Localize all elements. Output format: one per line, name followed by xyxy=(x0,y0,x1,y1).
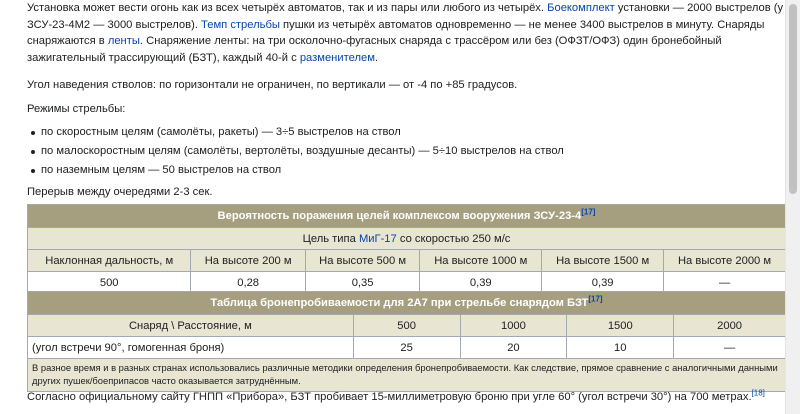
scrollbar-thumb[interactable] xyxy=(789,4,797,194)
table-cell: 0,39 xyxy=(420,272,542,294)
footnote-link[interactable]: [18] xyxy=(751,388,765,398)
table-cell: 20 xyxy=(460,337,567,359)
header-cell: На высоте 500 м xyxy=(305,250,419,272)
header-cell: 2000 xyxy=(674,315,786,337)
footnote-link[interactable]: [17] xyxy=(581,207,596,217)
table-footnote: В разное время и в разных странах использовались различные методики определения бронепробиваемости. Как следствие, прямое сравнение с аналогичными данными других пушек/боеприпасов часто оказывается затруднённым. xyxy=(28,359,786,392)
table-cell: 0,28 xyxy=(191,272,305,294)
paragraph-fire-modes-intro xyxy=(27,0,787,66)
table-title-text: Вероятность поражения целей комплексом вооружения ЗСУ-23-4 xyxy=(217,210,582,222)
table-cell: 10 xyxy=(567,337,674,359)
fire-modes-list xyxy=(27,123,564,180)
kill-probability-table xyxy=(27,204,786,294)
paragraph-elevation: Угол наведения стволов: по горизонтали не ограничен, по вертикали — от -4 по +85 градусов. xyxy=(27,79,518,91)
table-cell: — xyxy=(674,337,786,359)
header-cell: 1000 xyxy=(460,315,567,337)
header-cell: На высоте 1500 м xyxy=(542,250,664,272)
footnote-link[interactable]: [17] xyxy=(588,294,603,304)
paragraph-burst-pause: Перерыв между очередями 2-3 сек. xyxy=(27,186,213,198)
list-item: по скоростным целям (самолёты, ракеты) — 3÷5 выстрелов на ствол xyxy=(27,123,564,142)
table-cell: 500 xyxy=(28,272,191,294)
table-row xyxy=(28,337,786,359)
list-item: по наземным целям — 50 выстрелов на ствол xyxy=(27,161,564,180)
target-row xyxy=(28,228,786,250)
table-cell: 0,35 xyxy=(305,272,419,294)
table-cell: (угол встречи 90°, гомогенная броня) xyxy=(28,337,354,359)
link-ammunition[interactable]: Боекомплект xyxy=(547,2,615,14)
table-cell: 0,39 xyxy=(542,272,664,294)
table-title-text: Таблица бронепробиваемости для 2А7 при стрельбе снарядом БЗТ xyxy=(210,297,589,309)
para5-text: Согласно официальному сайту ГНПП «Прибора», БЗТ пробивает 15-миллиметровую броню при угле 60° (угол встречи 30°) на 700 метрах. xyxy=(27,391,752,403)
link-breaker[interactable]: разменителем xyxy=(299,51,375,64)
link-rate-of-fire[interactable]: Темп стрельбы xyxy=(201,18,280,31)
header-cell: На высоте 2000 м xyxy=(664,250,786,272)
para1-text-1: Установка может вести огонь как из всех четырёх автоматов, так и из пары или любого из четырёх. xyxy=(27,2,548,14)
table-cell: 25 xyxy=(353,337,460,359)
header-cell: 500 xyxy=(353,315,460,337)
paragraph-modes-heading: Режимы стрельбы: xyxy=(27,103,126,115)
header-cell: Наклонная дальность, м xyxy=(28,250,191,272)
target-text-pre: Цель типа xyxy=(302,232,359,245)
para1-text-3: пушки из четырёх автоматов одновременно — не менее 3400 выстрелов в минуту. Снаряды снаряжаются в xyxy=(27,18,765,47)
table-title xyxy=(28,292,786,315)
table-cell: — xyxy=(664,272,786,294)
link-mig-17[interactable]: МиГ-17 xyxy=(358,232,397,245)
table-title xyxy=(28,205,786,228)
vertical-scrollbar[interactable] xyxy=(785,0,800,414)
armor-penetration-table xyxy=(27,291,786,392)
header-cell: На высоте 1000 м xyxy=(420,250,542,272)
target-text-post: со скоростью 250 м/с xyxy=(396,232,511,245)
header-cell: Снаряд \ Расстояние, м xyxy=(28,315,354,337)
para1-text-4: . Снаряжение ленты: на три осколочно-фугасных снаряда с трассёром или без (ОФЗТ/ОФЗ) один бронебойный зажигательный трассирующий (БЗТ), каждый 40-й с xyxy=(27,35,722,64)
para1-text-2: установки — 2000 выстрелов (у ЗСУ-23-4М2 — 3000 выстрелов). xyxy=(27,2,784,31)
header-cell: 1500 xyxy=(567,315,674,337)
link-belts[interactable]: ленты xyxy=(107,35,140,47)
header-cell: На высоте 200 м xyxy=(191,250,305,272)
paragraph-penetration-source xyxy=(27,389,765,406)
para1-text-5: . xyxy=(374,51,378,64)
list-item: по малоскоростным целям (самолёты, вертолёты, воздушные десанты) — 5÷10 выстрелов на ствол xyxy=(27,142,564,161)
